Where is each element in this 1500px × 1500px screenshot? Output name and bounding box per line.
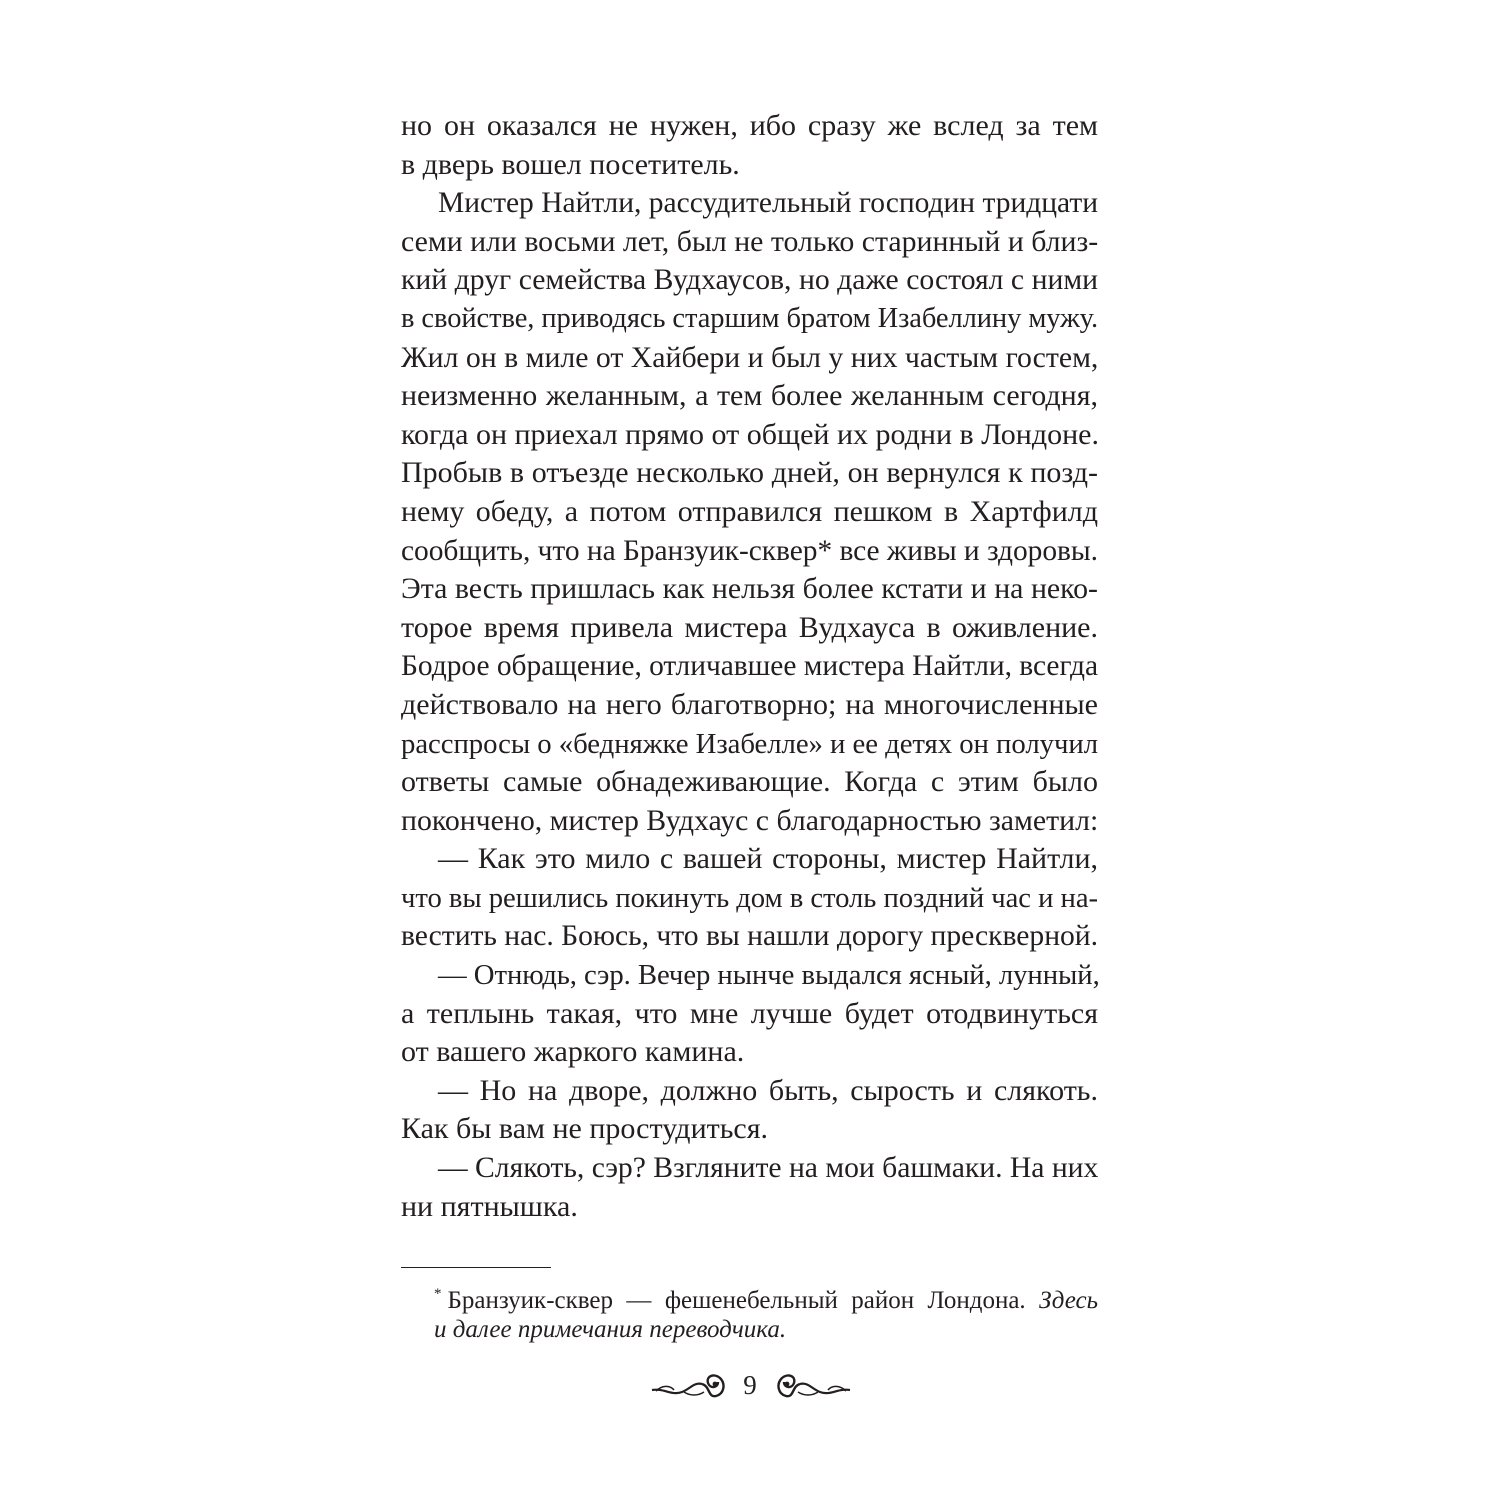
page-folio — [650, 1366, 850, 1426]
page-number: 9 — [743, 1370, 757, 1400]
footnote-line-1 — [401, 1276, 1098, 1312]
footnote — [401, 1276, 1098, 1348]
text-line: ответы самые обнадеживающие. Когда с этим было — [401, 765, 1098, 799]
text-line: что вы решились покинуть дом в столь поздний час и на- — [401, 881, 1098, 914]
text-line: в дверь вошел посетитель. — [401, 147, 740, 181]
footnote-source-italic: Здесь — [1039, 1287, 1098, 1314]
text-line: нему обеду, а потом отправился пешком в Хартфилд — [401, 494, 1098, 528]
text-line: Мистер Найтли, рассудительный господин тридцати — [438, 187, 1098, 220]
body-text — [401, 107, 1098, 1226]
text-line: Как бы вам не простудиться. — [401, 1112, 769, 1146]
text-line: Жил он в миле от Хайбери и был у них частым гостем, — [401, 340, 1099, 374]
footnote-line-2: и далее примечания переводчика. — [434, 1316, 787, 1343]
footnote-marker: * — [434, 1286, 442, 1302]
text-line: Эта весть пришлась как нельзя более кстати и на неко- — [401, 572, 1098, 606]
text-line: расспросы о «бедняжке Изабелле» и ее детях он получил — [401, 727, 1098, 760]
footnote-text: Бранзуик-сквер — фешенебельный район Лондона. — [447, 1287, 1026, 1314]
text-line: сообщить, что на Бранзуик-сквер* все живы и здоровы. — [401, 534, 1098, 567]
text-line: Пробыв в отъезде несколько дней, он вернулся к позд- — [401, 456, 1098, 490]
text-line: действовало на него благотворно; на многочисленные — [401, 687, 1098, 721]
text-line: от вашего жаркого камина. — [401, 1035, 745, 1069]
text-line: — Отнюдь, сэр. Вечер нынче выдался ясный, лунный, — [438, 959, 1100, 992]
text-line: но он оказался не нужен, ибо сразу же вслед за тем — [401, 109, 1098, 142]
text-line: покончено, мистер Вудхаус с благодарностью заметил: — [401, 803, 1099, 837]
text-line: Бодрое обращение, отличавшее мистера Найтли, всегда — [401, 650, 1099, 683]
text-line: семи или восьми лет, был не только старинный и близ- — [401, 224, 1099, 258]
text-line: — Как это мило с вашей стороны, мистер Найтли, — [438, 842, 1098, 876]
text-line: а теплынь такая, что мне лучше будет отодвинуться — [401, 996, 1098, 1030]
text-line: когда он приехал прямо от общей их родни в Лондоне. — [401, 417, 1099, 451]
left-flourish-icon — [650, 1366, 730, 1406]
right-flourish-icon — [772, 1366, 852, 1406]
text-line: вестить нас. Боюсь, что вы нашли дорогу прескверной. — [401, 920, 1099, 953]
text-line: неизменно желанным, а тем более желанным сегодня, — [401, 379, 1098, 413]
text-line: в свойстве, приводясь старшим братом Изабеллину мужу. — [401, 302, 1099, 334]
text-line: ни пятнышка. — [401, 1189, 578, 1223]
text-line: кий друг семейства Вудхаусов, но даже состоял с ними — [401, 264, 1098, 297]
text-line: торое время привела мистера Вудхауса в оживление. — [401, 610, 1098, 644]
text-line: — Слякоть, сэр? Взгляните на мои башмаки. На них — [438, 1152, 1099, 1185]
footnote-rule — [401, 1267, 551, 1268]
text-line: — Но на дворе, должно быть, сырость и слякоть. — [438, 1073, 1098, 1107]
